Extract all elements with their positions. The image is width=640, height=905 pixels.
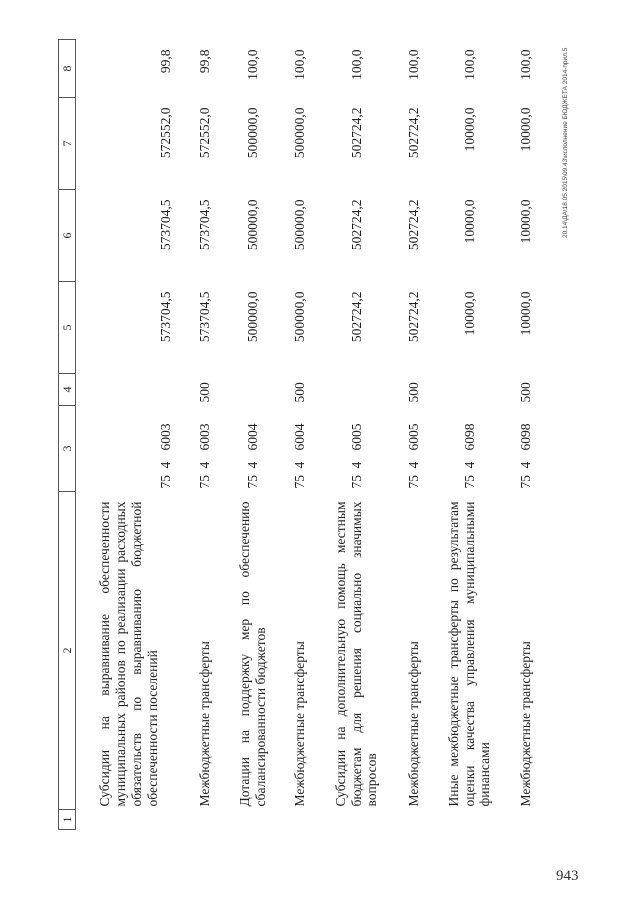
value-col6: 10000,0 [461, 199, 477, 244]
table-row [436, 40, 504, 830]
value-col6: 573704,5 [157, 199, 173, 251]
code-subsection: 4 [348, 461, 364, 469]
value-col5: 10000,0 [461, 291, 477, 336]
code-subsection: 4 [196, 461, 212, 469]
code-section: 75 [461, 475, 477, 489]
table-row [228, 40, 278, 830]
column-header: 6 [59, 190, 76, 282]
value-col6: 10000,0 [517, 199, 533, 244]
code-section: 75 [348, 475, 364, 489]
percent-col8: 100,0 [291, 49, 307, 80]
value-col6: 573704,5 [196, 199, 212, 251]
value-col5: 502724,2 [405, 291, 421, 343]
code-section: 75 [244, 475, 260, 489]
code-section: 75 [517, 475, 533, 489]
file-path-footer: 20.14\ДА\18.05.2015\09.43\исполнение БЮДЖЕТА 2014-прил.5 [562, 47, 569, 238]
value-col7: 10000,0 [461, 107, 477, 152]
budget-table [58, 39, 548, 830]
column-header: 4 [59, 374, 76, 406]
value-col6: 502724,2 [348, 199, 364, 251]
row-name: Субсидии на выравнивание обеспеченности муниципальных районов по реализации расходных обязательств по выравниванию бюджетной обеспеченности поселений [96, 501, 160, 807]
percent-col8: 100,0 [405, 49, 421, 80]
code-subsection: 4 [405, 461, 421, 469]
row-name: Межбюджетные трансферты [405, 641, 421, 807]
code-subsection: 4 [244, 461, 260, 469]
code-subsection: 4 [517, 461, 533, 469]
column-header: 7 [59, 98, 76, 190]
expense-type: 500 [405, 382, 421, 403]
row-name: Межбюджетные трансферты [196, 641, 212, 807]
row-name: Иные межбюджетные трансферты по результатам оценки качества управления муниципальными финансами [445, 501, 493, 807]
percent-col8: 99,8 [157, 49, 173, 74]
code-article: 6005 [405, 423, 421, 451]
percent-col8: 100,0 [517, 49, 533, 80]
page-number: 943 [556, 868, 579, 884]
table-row [392, 40, 436, 830]
value-col6: 502724,2 [405, 199, 421, 251]
value-col5: 573704,5 [196, 291, 212, 343]
percent-col8: 100,0 [348, 49, 364, 80]
code-section: 75 [157, 475, 173, 489]
code-article: 6098 [461, 423, 477, 451]
column-header: 5 [59, 282, 76, 374]
code-article: 6003 [157, 423, 173, 451]
code-subsection: 4 [461, 461, 477, 469]
table-row [322, 40, 392, 830]
expense-type: 500 [196, 382, 212, 403]
code-article: 6004 [291, 423, 307, 451]
value-col5: 502724,2 [348, 291, 364, 343]
value-col7: 500000,0 [291, 107, 307, 159]
expense-type [76, 374, 182, 406]
code-section: 75 [405, 475, 421, 489]
expense-type: 500 [291, 382, 307, 403]
code-article: 6005 [348, 423, 364, 451]
rotated-page [58, 40, 588, 830]
code-article: 6004 [244, 423, 260, 451]
table-row [182, 40, 228, 830]
code-subsection: 4 [157, 461, 173, 469]
value-col7: 572552,0 [157, 107, 173, 159]
percent-col8: 99,8 [196, 49, 212, 74]
table-row [504, 40, 548, 830]
row-name: Межбюджетные трансферты [517, 641, 533, 807]
row-name: Межбюджетные трансферты [291, 641, 307, 807]
table-row [278, 40, 322, 830]
value-col5: 573704,5 [157, 291, 173, 343]
value-col6: 500000,0 [244, 199, 260, 251]
value-col7: 502724,2 [405, 107, 421, 159]
code-section: 75 [196, 475, 212, 489]
code-article: 6098 [517, 423, 533, 451]
column-header: 3 [59, 406, 76, 492]
expense-type: 500 [517, 382, 533, 403]
value-col5: 10000,0 [517, 291, 533, 336]
value-col6: 500000,0 [291, 199, 307, 251]
row-name: Дотации на поддержку мер по обеспечению сбалансированности бюджетов [236, 501, 268, 807]
value-col7: 500000,0 [244, 107, 260, 159]
value-col5: 500000,0 [291, 291, 307, 343]
value-col7: 10000,0 [517, 107, 533, 152]
column-header: 2 [59, 492, 76, 810]
row-name: Субсидии на дополнительную помощь местным бюджетам для решения социально значимых вопросов [332, 501, 380, 807]
percent-col8: 100,0 [461, 49, 477, 80]
value-col7: 572552,0 [196, 107, 212, 159]
table-row [76, 40, 182, 830]
expense-type [322, 374, 392, 406]
expense-type [436, 374, 504, 406]
percent-col8: 100,0 [244, 49, 260, 80]
code-article: 6003 [196, 423, 212, 451]
column-header: 8 [59, 40, 76, 98]
column-header: 1 [59, 810, 76, 830]
value-col7: 502724,2 [348, 107, 364, 159]
code-section: 75 [291, 475, 307, 489]
table-header-row [59, 40, 76, 830]
code-subsection: 4 [291, 461, 307, 469]
value-col5: 500000,0 [244, 291, 260, 343]
expense-type [228, 374, 278, 406]
